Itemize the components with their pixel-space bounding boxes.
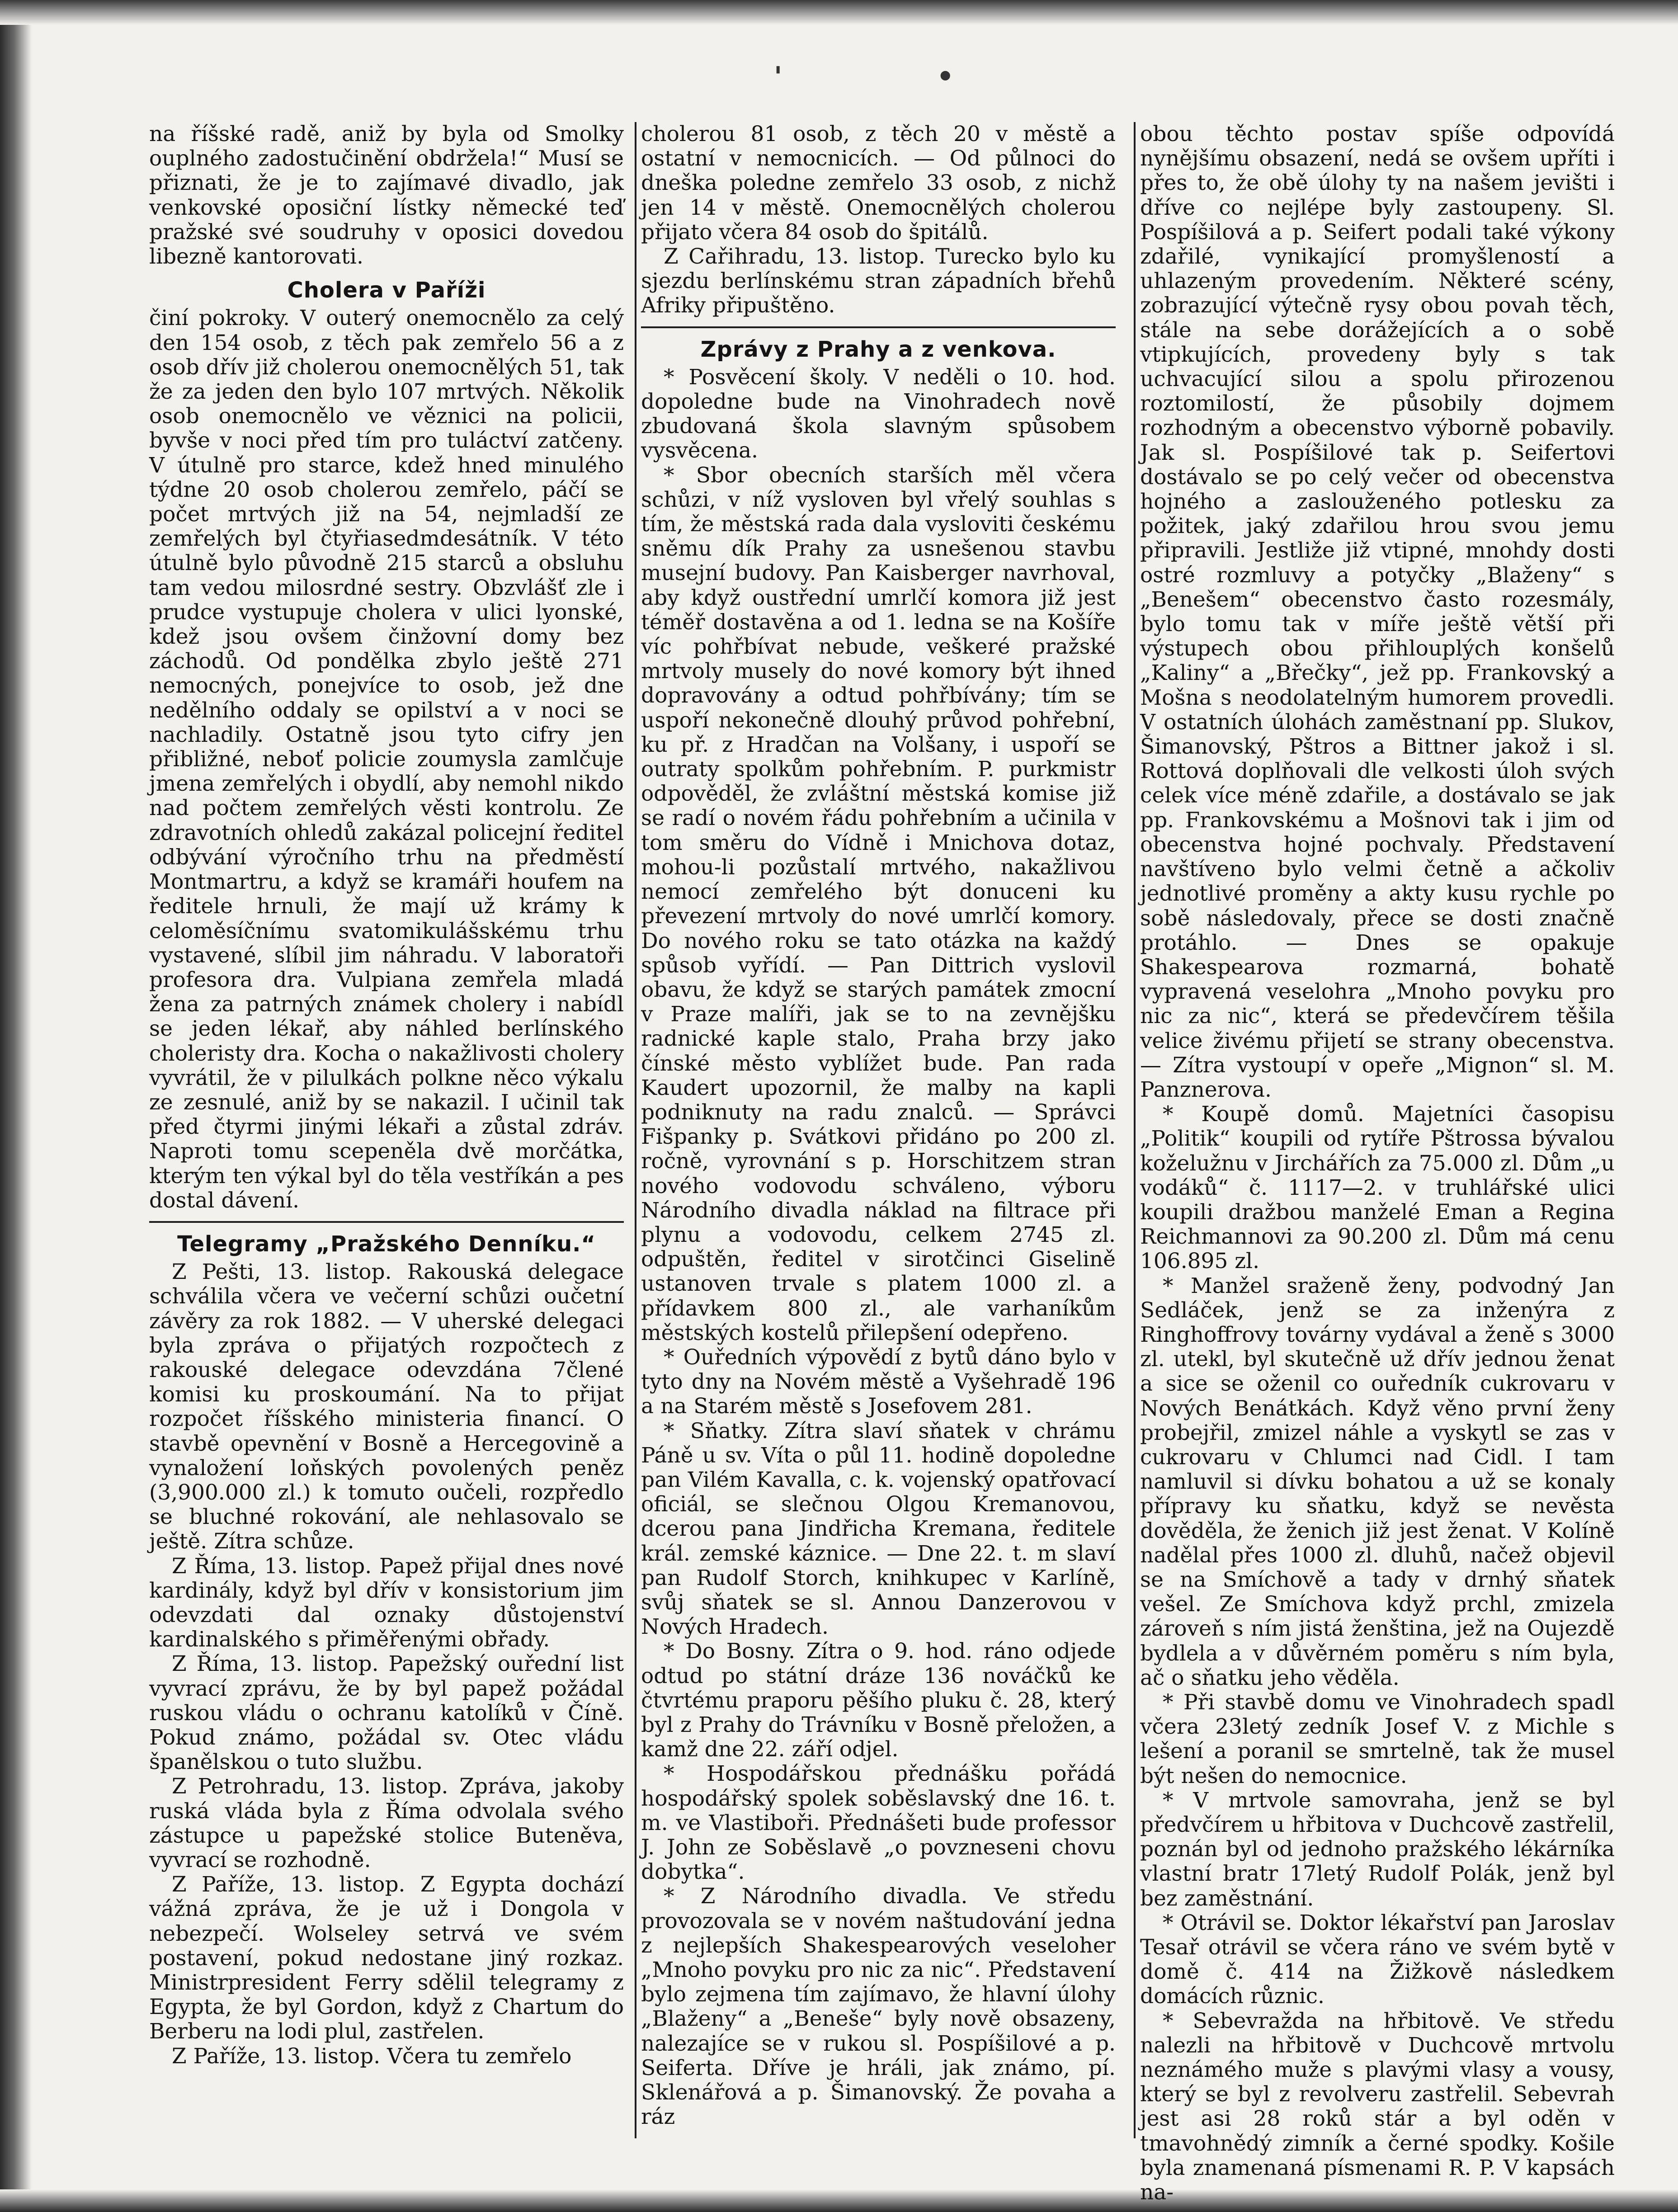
- news-item: * Sebevražda na hřbitově. Ve středu nalezli na hřbitově v Duchcově mrtvolu neznámého muže s plavými vlasy a vousy, který se byl z revolveru zastřelil. Sebevrah jest asi 28 roků stár a byl oděn v tmavohnědý zimník a černé spodky. Košile byla znamenaná písmenami R. P. V kapsách na-: [1140, 2008, 1615, 2205]
- news-item: * V mrtvole samovraha, jenž se byl předvčírem u hřbitova v Duchcově zastřelil, poznán byl od jednoho pražského lékárníka vlastní bratr 17letý Rudolf Polák, jenž byl bez zaměstnání.: [1140, 1788, 1615, 1911]
- telegram-item: Z Říma, 13. listop. Papežský ouřední list vyvrací zprávu, že by byl papež požádal ruskou vládu o ochranu katolíků v Číně. Pokud známo, požádal sv. Otec vládu španělskou o tuto službu.: [149, 1651, 624, 1775]
- article-heading-cholera: Cholera v Paříži: [287, 278, 486, 303]
- column-1: [149, 122, 624, 2138]
- news-item: * Manžel sraženě ženy, podvodný Jan Sedláček, jenž se za inženýra z Ringhoffrovy továrny vydával a ženě s 3000 zl. utekl, byl skutečně už dřív jednou ženat a sice se oženil co ouředník cukrovaru v Nových Benátkách. Když věno první ženy probejřil, zmizel náhle a vyskytl se zas v cukrovaru v Chlumci nad Cidl. I tam namluvil si dívku bohatou a už se konaly přípravy ku sňatku, když se nevěsta dověděla, že ženich již jest ženat. V Kolíně nadělal přes 1000 zl. dluhů, načež objevil se na Smíchově a tady v drnhý sňatek vešel. Ze Smíchova když prchl, zmizela zároveň s ním jistá ženština, jež na Oujezdě bydlela a v důvěrném poměru s ním byla, ač o sňatku jeho věděla.: [1140, 1273, 1615, 1690]
- section-separator: [641, 326, 1116, 328]
- column-3: [1140, 122, 1615, 2205]
- news-item: * Sňatky. Zítra slaví sňatek v chrámu Páně u sv. Víta o půl 11. hodině dopoledne pan Vilém Kavalla, c. k. vojenský opatřovací oficiál, se slečnou Olgou Kremanovou, dcerou pana Jindřicha Kremana, ředitele král. zemské káznice. — Dne 22. t. m slaví pan Rudolf Storch, knihkupec v Karlíně, svůj sňatek se sl. Annou Danzerovou v Nových Hradech.: [641, 1418, 1116, 1640]
- news-item: * Sbor obecních starších měl včera schůzi, v níž vysloven byl vřelý souhlas s tím, že městská rada dala vysloviti českému sněmu dík Prahy za usnešenou stavbu musejní budovy. Pan Kaisberger navrhoval, aby když oustřední umrlčí komora již jest téměř dostavěna a od 1. ledna se na Košíře víc pohřbívat nebude, veškeré pražské mrtvoly musely do nové komory být ihned dopravovány a odtud pohřbívány; tím se uspoří nekonečně dlouhý průvod pohřební, ku př. z Hradčan na Volšany, i uspoří se outraty spolkům pohřebním. P. purkmistr odpověděl, že zvláštní městská komise již se radí o novém řádu pohřebním a učinila v tom směru do Vídně i Mnichova dotaz, mohou-li pozůstalí mrtvého, nakažlivou nemocí zemřelého být donuceni ku převezení mrtvoly do nové umrlčí komory. Do nového roku se tato otázka na každý spůsob vyřídí. — Pan Dittrich vyslovil obavu, že když se starých památek zmocní v Praze malíři, jak se to na zevnějšku radnické kaple stalo, Praha brzy jako čínské město vyblížet bude. Pan rada Kaudert upozornil, že malby na kapli podniknuty na radu znalců. — Správci Fišpanky p. Svátkovi přidáno po 200 zl. ročně, vyrovnání s p. Horschitzem stran nového vodovodu schváleno, výboru Národního divadla náklad na filtrace při plynu a vodovodu, celkem 2745 zl. odpuštěn, ředitel v sirotčinci Giselině ustanoven trvale s platem 1000 zl. a přídavkem 800 zl., ale varhaníkům městských kostelů přilepšení odepřeno.: [641, 462, 1116, 1345]
- telegram-item: Z Paříže, 13. listop. Včera tu zemřelo: [172, 2043, 572, 2069]
- page-mark: •: [937, 61, 954, 93]
- column-rule: [1134, 122, 1136, 2138]
- telegram-item: cholerou 81 osob, z těch 20 v městě a ostatní v nemocnicích. — Od půlnoci do dneška poledne zemřelo 33 osob, z nichž jen 14 v městě. Onemocnělých cholerou přijato včera 84 osob do špitálů.: [641, 122, 1116, 245]
- telegram-item: Z Říma, 13. listop. Papež přijal dnes nové kardinály, když byl dřív v konsistorium jim odevzdati dal oznaky důstojenství kardinalského s přiměřenými obřady.: [149, 1553, 624, 1652]
- news-item: * Při stavbě domu ve Vinohradech spadl včera 23letý zedník Josef V. z Michle s lešení a poranil se smrtelně, tak že musel být nešen do nemocnice.: [1140, 1690, 1615, 1788]
- news-item: obou těchto postav spíše odpovídá nynějšímu obsazení, nedá se ovšem upříti i přes to, že obě úlohy ty na našem jevišti i dříve co nejlépe byly zastoupeny. Sl. Pospíšilová a p. Seifert podali také výkony zdařilé, vynikající promyšleností a uhlazeným provedením. Některé scény, zobrazující výtečně rysy obou povah těch, stále na sebe dorážejících a o sobě vtipkujících, provedeny byly s tak uchvacující silou a spolu přirozenou roztomilostí, že působily dojmem rozhodným a obecenstvo výborně pobavily. Jak sl. Pospíšilové tak p. Seifertovi dostávalo se po celý večer od obecenstva hojného a zaslouženého potlesku za požitek, jaký zdařilou hrou svou jemu připravili. Jestliže již vtipné, mnohdy dosti ostré rozmluvy a potyčky „Blaženy“ s „Benešem“ obecenstvo často rozesmály, bylo tomu tak v míře ještě větší při výstupech obou přihlouplých konšelů „Kaliny“ a „Břečky“, jež pp. Frankovský a Mošna s neodolatelným humorem provedli. V ostatních úlohách zaměstnaní pp. Slukov, Šimanovský, Pštros a Bittner jakož i sl. Rottová doplňovali dle velkosti úloh svých celek více méně zdařile, a dostávalo se jak pp. Frankovskému a Mošnovi tak i jim od obecenstva hojné pochvaly. Představení navštíveno bylo velmi četně a ačkoliv jednotlivé proměny a akty kusu rychle po sobě následovaly, přece se dosti značně protáhlo. — Dnes se opakuje Shakespearova rozmarná, bohatě vypravená veselohra „Mnoho povyku pro nic za nic“, která se předevčírem těšila velice živému přijetí se strany obecenstva. — Zítra vystoupí v opeře „Mignon“ sl. M. Panznerova.: [1140, 122, 1615, 1102]
- news-item: * Koupě domů. Majetníci časopisu „Politik“ koupili od rytíře Pštrossa bývalou koželužnu v Jirchářích za 75.000 zl. Dům „u vodáků“ č. 1117—2. v truhlářské ulici koupili dražbou manželé Eman a Regina Reichmannovi za 90.200 zl. Dům má cenu 106.895 zl.: [1140, 1102, 1615, 1274]
- telegram-item: Z Petrohradu, 13. listop. Zpráva, jakoby ruská vláda byla z Říma odvolala svého zástupce u papežské stolice Buteněva, vyvrací se rozhodně.: [149, 1774, 624, 1873]
- news-item: * Otrávil se. Doktor lékařství pan Jaroslav Tesař otrávil se včera ráno ve svém bytě v domě č. 414 na Žižkově následkem domácích různic.: [1140, 1910, 1615, 2009]
- news-item: * Z Národního divadla. Ve středu provozovala se v novém naštudování jedna z nejlepších Shakespearových veseloher „Mnoho povyku pro nic za nic“. Představení bylo zejmena tím zajímavo, že hlavní úlohy „Blaženy“ a „Beneše“ byly nově obsazeny, nalezajíce se v rukou sl. Pospíšilové a p. Seiferta. Dříve je hráli, jak známo, pí. Sklenářová a p. Šimanovský. Že povaha a ráz: [641, 1884, 1116, 2130]
- column-rule: [635, 122, 636, 2138]
- telegram-item: Z Paříže, 13. listop. Z Egypta dochází vážná zpráva, že je už i Dongola v nebezpečí. Wolseley setrvá ve svém postavení, pokud nedostane jiný rozkaz. Ministrpresident Ferry sdělil telegramy z Egypta, že byl Gordon, když z Chartum do Berberu na lodi plul, zastřelen.: [149, 1872, 624, 2044]
- section-separator: [149, 1221, 624, 1223]
- column-2: [641, 122, 1116, 2138]
- scan-edge-left: [0, 0, 32, 2212]
- news-item: * Posvěcení školy. V neděli o 10. hod. dopoledne bude na Vinohradech nově zbudovaná škola slavným spůsobem vysvěcena.: [641, 364, 1116, 463]
- article-paragraph: činí pokroky. V outerý onemocnělo za celý den 154 osob, z těch pak zemřelo 56 a z osob dřív již cholerou onemocnělých 51, tak že za jeden den bylo 107 mrtvých. Několik osob onemocnělo ve věznici na policii, byvše v noci před tím pro tuláctví zatčeny. V útulně pro starce, kdež hned minulého týdne 20 osob cholerou zemřelo, páčí se počet mrtvých již na 54, nejmladší ze zemřelých byl čtyřiasedmdesátník. V této útulně bylo původně 215 starců a obsluhu tam vedou milosrdné sestry. Obzvlášť zle i prudce vystupuje cholera v ulici lyonské, kdež jsou ovšem činžovní domy bez záchodů. Od pondělka zbylo ještě 271 nemocných, ponejvíce to osob, jež dne nedělního oddaly se opilství a v noci se nachladily. Ostatně jsou tyto cifry jen přibližné, neboť policie zoumysla zamlčuje jmena zemřelých i obydlí, aby nemohl nikdo nad počtem zemřelých věsti kontrolu. Ze zdravotních ohledů zakázal policejní ředitel odbývání výročního trhu na předměstí Montmartru, a když se kramáři houfem na ředitele hrnuli, že mají už krámy k celoměsíčnímu svatomikulášskému trhu vystavené, slíbil jim náhradu. V laboratoři profesora dra. Vulpiana zemřela mladá žena za patrných známek cholery i nabídl se jeden lékař, aby náhled berlínského choleristy dra. Kocha o nakažlivosti cholery vyvrátil, že v pilulkách polkne něco výkalu ze zesnulé, aniž by se nakazil. I učinil tak před čtyrmi jinými lékaři a zůstal zdráv. Naproti tomu scepeněla dvě morčátka, kterým ten výkal byl do těla vestříkán a pes dostal dávení.: [149, 306, 624, 1213]
- news-item: * Do Bosny. Zítra o 9. hod. ráno odjede odtud po státní dráze 136 nováčků ke čtvrtému praporu pěšího pluku č. 28, který byl z Prahy do Trávníku v Bosně přeložen, a kamž dne 22. září odjel.: [641, 1639, 1116, 1762]
- article-paragraph: na říšské radě, aniž by byla od Smolky ouplného zadostučinění obdržela!“ Musí se přiznati, že je to zajímavé divadlo, jak venkovské oposiční lístky německé teď pražské své soudruhy v oposici dovedou libezně kantorovati.: [149, 122, 624, 269]
- telegram-item: Z Pešti, 13. listop. Rakouská delegace schválila včera ve večerní schůzi oučetní závěry za rok 1882. — V uherské delegaci byla zpráva o přijatých rozpočtech z rakouské delegace odevzdána 7člené komisi ku proskoumání. Na to přijat rozpočet říšského ministeria financí. O stavbě opevnění v Bosně a Hercegovině a vynaložení loňských povolených peněz (3,900.000 zl.) k tomuto oučeli, rozpředlo se bluchné rokování, ale nehlasovalo se ještě. Zítra schůze.: [149, 1259, 624, 1554]
- section-heading-telegrams: Telegramy „Pražského Denníku.“: [177, 1231, 596, 1257]
- telegram-item: Z Cařihradu, 13. listop. Turecko bylo ku sjezdu berlínskému stran západních břehů Afriky připuštěno.: [641, 244, 1116, 318]
- page-mark: ': [774, 61, 782, 93]
- news-item: * Ouředních výpovědí z bytů dáno bylo v tyto dny na Novém městě a Vyšehradě 196 a na Starém městě s Josefovem 281.: [641, 1344, 1116, 1419]
- section-heading-prague-news: Zprávy z Prahy a z venkova.: [700, 336, 1056, 362]
- news-item: * Hospodářskou přednášku pořádá hospodářský spolek soběslavský dne 16. t. m. ve Vlastiboři. Přednášeti bude professor J. John ze Soběslavě „o povzneseni chovu dobytka“.: [641, 1761, 1116, 1885]
- scan-edge-top: [0, 0, 1678, 25]
